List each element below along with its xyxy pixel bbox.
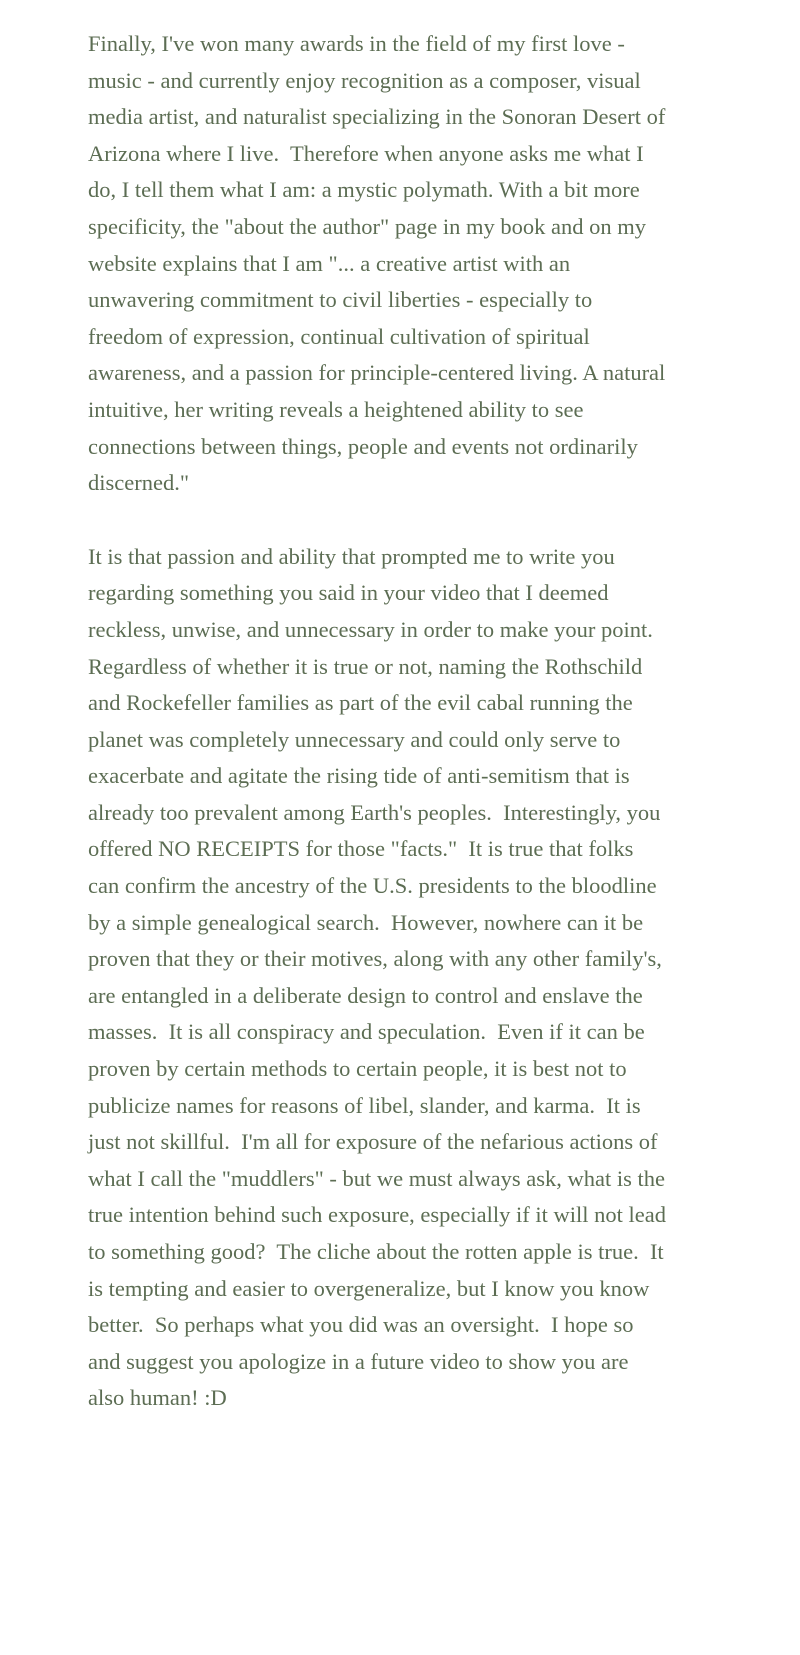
paragraph-letter-body: It is that passion and ability that prompted me to write you regarding something you said in your video that I deemed reckless, unwise, and unnecessary in order to make your point. Regardless of whether it is true or not, naming the Rothschild and Rockefeller families as part of the evil cabal running the planet was completely unnecessary and could only serve to exacerbate and agitate the rising tide of anti-semitism that is already too prevalent among Earth's peoples. Interestingly, you offered NO RECEIPTS for those "facts." It is true that folks can confirm the ancestry of the U.S. presidents to the bloodline by a simple genealogical search. However, nowhere can it be proven that they or their motives, along with any other family's, are entangled in a deliberate design to control and enslave the masses. It is all conspiracy and speculation. Even if it can be proven by certain methods to certain people, it is best not to publicize names for reasons of libel, slander, and karma. It is just not skillful. I'm all for exposure of the nefarious actions of what I call the "muddlers" - but we must always ask, what is the true intention behind such exposure, especially if it will not lead to something good? The cliche about the rotten apple is true. It is tempting and easier to overgeneralize, but I know you know better. So perhaps what you did was an oversight. I hope so and suggest you apologize in a future video to show you are also human! :D xyxy=(88,543,672,1411)
paragraph-about-author: Finally, I've won many awards in the field of my first love - music - and currently enjoy recognition as a composer, visual media artist, and naturalist specializing in the Sonoran Desert of Arizona where I live. Therefore when anyone asks me what I do, I tell them what I am: a mystic polymath. With a bit more specificity, the "about the author" page in my book and on my website explains that I am "... a creative artist with an unwavering commitment to civil liberties - especially to freedom of expression, continual cultivation of spiritual awareness, and a passion for principle-centered living. A natural intuitive, her writing reveals a heightened ability to see connections between things, people and events not ordinarily discerned." xyxy=(88,31,671,496)
